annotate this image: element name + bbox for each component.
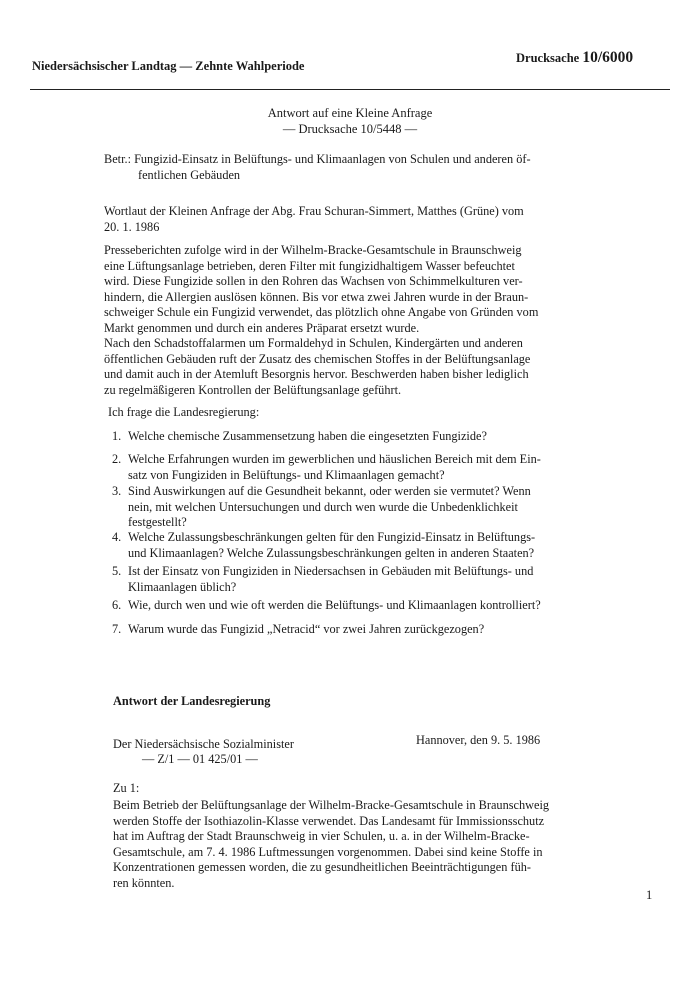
header-rule [30,89,670,90]
paragraph-line: ren könnten. [113,875,175,890]
paragraph-line: Konzentrationen gemessen worden, die zu gesundheitlichen Beeinträchtigungen füh- [113,860,531,875]
header-drucksache [516,49,633,67]
subject-text-2: fentlichen Gebäuden [138,167,241,182]
paragraph-line: hat im Auftrag der Stadt Braunschweig in vier Schulen, u. a. in der Wilhelm-Bracke- [113,829,530,844]
subject-line [104,152,531,168]
question-text: Welche chemische Zusammensetzung haben die eingesetzten Fungizide? [128,429,487,443]
paragraph-formaldehyde [104,336,530,398]
inquiry-intro [104,204,524,235]
subject-text-1: Fungizid-Einsatz in Belüftungs- und Klimaanlagen von Schulen und anderen öf- [134,152,531,166]
subject-label: Betr.: [104,152,131,166]
paragraph-line: öffentlichen Gebäuden ruft der Zusatz des chemischen Stoffes in der Belüftungsanlage [104,351,531,366]
paragraph-line: werden Stoffe der Isothiazolin-Klasse verwendet. Das Landesamt für Immissionsschutz [113,813,545,828]
zu1-label: Zu 1: [113,781,140,795]
paragraph-line: Markt genommen und durch ein anderes Präparat ersetzt wurde. [104,320,420,335]
question-number: 4. [112,530,122,544]
question-intro: Ich frage die Landesregierung: [108,405,260,419]
question-text: und Klimaanlagen? Welche Zulassungsbeschränkungen gelten in anderen Staaten? [128,545,535,560]
question-number: 1. [112,429,122,443]
paragraph-line: zu regelmäßigeren Kontrollen der Belüftungsanlage geführt. [104,382,402,397]
document-reference: — Drucksache 10/5448 — [282,122,418,136]
paragraph-line: wird. Diese Fungizide sollen in den Rohren das Wachsen von Schimmelkulturen ver- [104,274,523,289]
question-text: satz von Fungiziden in Belüftungs- und Klimaanlagen gemacht? [128,467,445,482]
question-text: Welche Erfahrungen wurden im gewerblichen und häuslichen Bereich mit dem Ein- [128,452,541,466]
document-title: Antwort auf eine Kleine Anfrage [267,106,433,120]
paragraph-press-reports [104,243,538,337]
paragraph-line: eine Lüftungsanlage betrieben, deren Filter mit fungizidhaltigem Wasser befeuchtet [104,258,515,273]
question-number: 2. [112,452,122,466]
question-text: Klimaanlagen üblich? [128,579,237,594]
paragraph-line: hindern, die Allergien auslösen können. Bis vor etwa zwei Jahren wurde in der Braun- [104,289,529,304]
subject-block [104,152,531,183]
answer-heading: Antwort der Landesregierung [113,694,271,708]
inquiry-intro-line: Wortlaut der Kleinen Anfrage der Abg. Frau Schuran-Simmert, Matthes (Grüne) vom [104,204,524,218]
paragraph-line: Gesamtschule, am 7. 4. 1986 Luftmessungen vorgenommen. Dabei sind keine Stoffe in [113,844,543,859]
sender-reference: — Z/1 — 01 425/01 — [142,752,258,766]
paragraph-line: Presseberichten zufolge wird in der Wilhelm-Bracke-Gesamtschule in Braunschweig [104,243,522,257]
zu1-answer [113,798,549,892]
question-text: Welche Zulassungsbeschränkungen gelten für den Fungizid-Einsatz in Belüftungs- [128,530,536,544]
drucksache-number: 10/6000 [582,49,634,66]
question-text: festgestellt? [128,515,187,530]
question-text: Warum wurde das Fungizid „Netracid“ vor zwei Jahren zurückgezogen? [128,622,485,636]
question-text: nein, mit welchen Untersuchungen und durch wen wurde die Unbedenklichkeit [128,499,518,514]
sender-name: Der Niedersächsische Sozialminister [113,737,294,751]
paragraph-line: Nach den Schadstoffalarmen um Formaldehyd in Schulen, Kindergärten und anderen [104,336,523,350]
place-date: Hannover, den 9. 5. 1986 [416,733,541,747]
header-parliament: Niedersächsischer Landtag — Zehnte Wahlperiode [32,59,305,73]
question-text: Wie, durch wen und wie oft werden die Belüftungs- und Klimaanlagen kontrolliert? [128,598,541,612]
question-number: 5. [112,564,122,578]
question-number: 3. [112,484,122,498]
paragraph-line: und damit auch in der Atemluft Besorgnis hervor. Beschwerden haben bisher lediglich [104,367,529,382]
question-text: Ist der Einsatz von Fungiziden in Niedersachsen in Gebäuden mit Belüftungs- und [128,564,534,578]
paragraph-line: schweiger Schule ein Fungizid verwendet, das plötzlich ohne Angabe von Gründen vom [104,305,539,320]
question-number: 7. [112,622,122,636]
question-number: 6. [112,598,122,612]
drucksache-label: Drucksache [516,51,580,65]
inquiry-date: 20. 1. 1986 [104,219,160,234]
paragraph-line: Beim Betrieb der Belüftungsanlage der Wilhelm-Bracke-Gesamtschule in Braunschweig [113,798,550,812]
question-text: Sind Auswirkungen auf die Gesundheit bekannt, oder werden sie vermutet? Wenn [128,484,531,498]
page-number: 1 [646,888,653,902]
